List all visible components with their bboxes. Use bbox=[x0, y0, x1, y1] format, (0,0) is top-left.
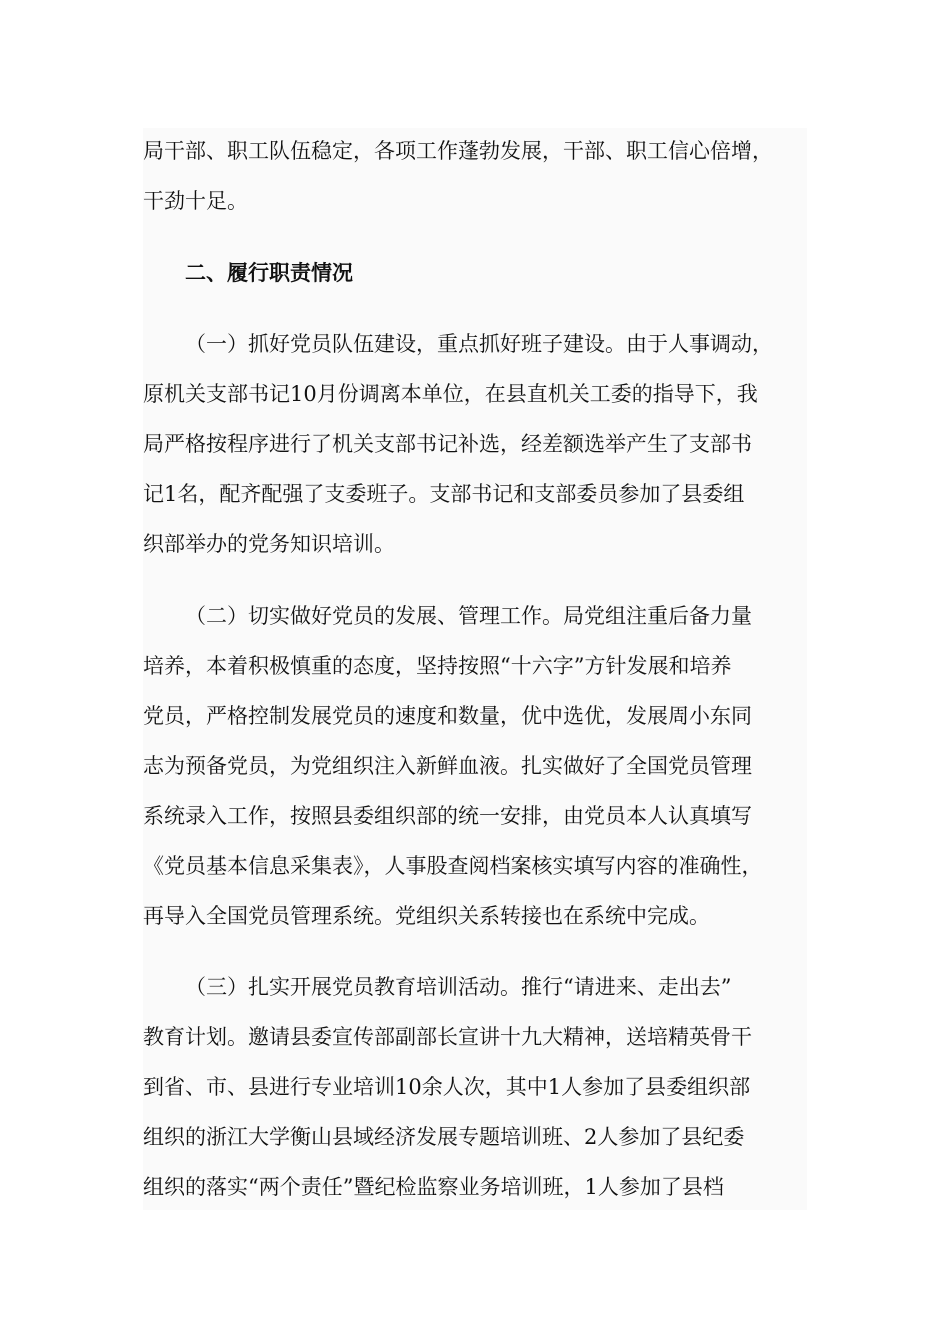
paragraph-line: 教育计划。邀请县委宣传部副部长宣讲十九大精神，送培精英骨干 bbox=[143, 1017, 752, 1057]
paragraph-line: 组织的落实“两个责任”暨纪检监察业务培训班，1人参加了县档 bbox=[143, 1167, 724, 1207]
paragraph-line: 干劲十足。 bbox=[143, 181, 248, 221]
paragraph-line: 原机关支部书记10月份调离本单位，在县直机关工委的指导下，我 bbox=[143, 374, 758, 414]
paragraph-line: 局严格按程序进行了机关支部书记补选，经差额选举产生了支部书 bbox=[143, 424, 752, 464]
paragraph-line: 记1名，配齐配强了支委班子。支部书记和支部委员参加了县委组 bbox=[143, 474, 744, 514]
paragraph-line: 织部举办的党务知识培训。 bbox=[143, 524, 395, 564]
paragraph-line: 《党员基本信息采集表》，人事股查阅档案核实填写内容的准确性， bbox=[143, 846, 763, 886]
paragraph-line: 培养，本着积极慎重的态度，坚持按照“十六字”方针发展和培养 bbox=[143, 646, 731, 686]
paragraph-line: 局干部、职工队伍稳定，各项工作蓬勃发展，干部、职工信心倍增， bbox=[143, 131, 773, 171]
paragraph-first-line: （二）切实做好党员的发展、管理工作。局党组注重后备力量 bbox=[143, 596, 752, 636]
paragraph-line: 再导入全国党员管理系统。党组织关系转接也在系统中完成。 bbox=[143, 896, 710, 936]
paragraph-line: 组织的浙江大学衡山县域经济发展专题培训班、2人参加了县纪委 bbox=[143, 1117, 744, 1157]
paragraph-line: 系统录入工作，按照县委组织部的统一安排，由党员本人认真填写 bbox=[143, 796, 752, 836]
paragraph-first-line: （三）扎实开展党员教育培训活动。推行“请进来、走出去” bbox=[143, 967, 731, 1007]
paragraph-line: 党员，严格控制发展党员的速度和数量，优中选优，发展周小东同 bbox=[143, 696, 752, 736]
paragraph-line: 到省、市、县进行专业培训10余人次，其中1人参加了县委组织部 bbox=[143, 1067, 750, 1107]
paragraph-line: 志为预备党员，为党组织注入新鲜血液。扎实做好了全国党员管理 bbox=[143, 746, 752, 786]
paragraph-first-line: （一）抓好党员队伍建设，重点抓好班子建设。由于人事调动， bbox=[143, 324, 773, 364]
section-heading: 二、履行职责情况 bbox=[143, 253, 353, 293]
